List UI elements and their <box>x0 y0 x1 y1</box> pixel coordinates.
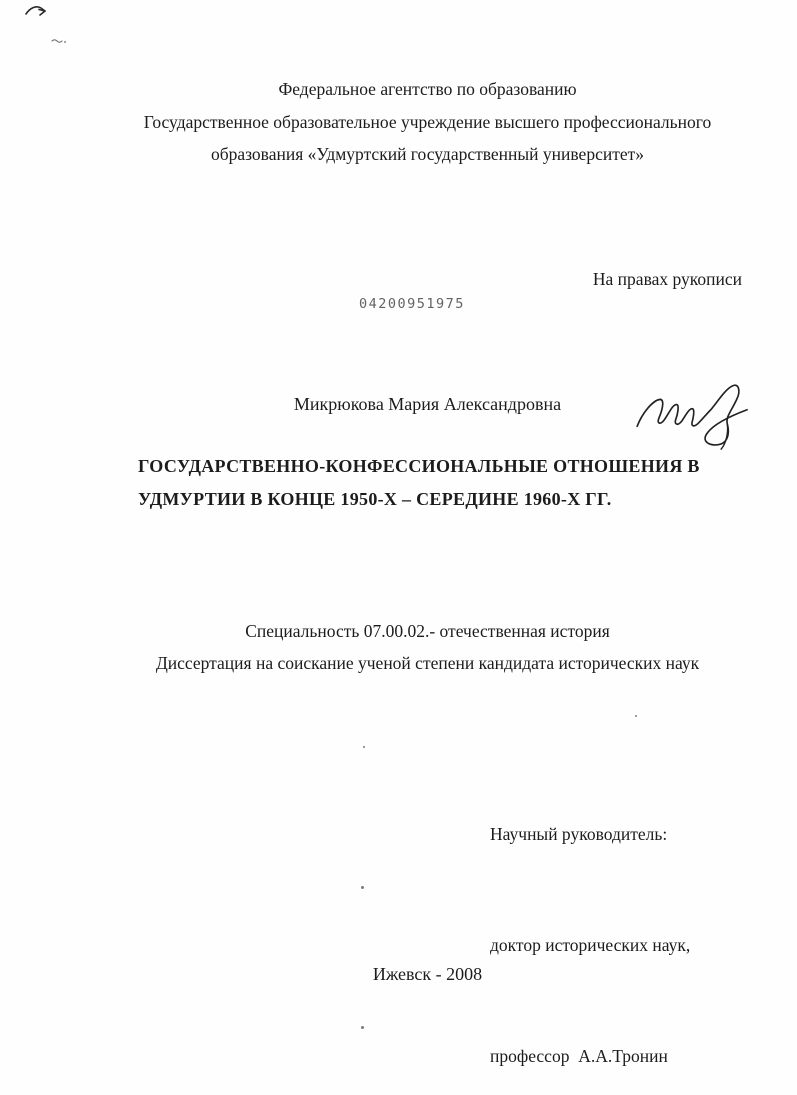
scan-speck <box>635 715 637 717</box>
dissertation-title-line-2: УДМУРТИИ В КОНЦЕ 1950-Х – СЕРЕДИНЕ 1960-Х ГГ. <box>138 489 612 509</box>
specialty-line: Специальность 07.00.02.- отечественная история <box>245 621 610 641</box>
header-institution-line-2: образования «Удмуртский государственный университет» <box>210 144 645 164</box>
header-agency-line: Федеральное агентство по образованию <box>278 79 577 99</box>
manuscript-rights-note: На правах рукописи <box>592 269 742 289</box>
small-tilde-mark-icon <box>51 37 67 45</box>
scan-speck <box>361 886 364 889</box>
advisor-block <box>490 742 690 1095</box>
header-institution-line-1: Государственное образовательное учреждение высшего профессионального <box>143 111 712 132</box>
author-name: Микрюкова Мария Александровна <box>293 394 562 414</box>
advisor-label: Научный руководитель: <box>490 824 668 844</box>
advisor-name-line: профессор А.А.Тронин <box>490 1046 668 1066</box>
pen-check-mark-icon <box>24 3 48 21</box>
scan-speck <box>361 1026 364 1029</box>
author-signature-icon <box>633 378 773 456</box>
advisor-degree-line: доктор исторических наук, <box>490 935 691 955</box>
header-block <box>59 73 796 171</box>
city-year-line: Ижевск - 2008 <box>372 964 483 984</box>
dissertation-title <box>138 450 748 516</box>
scan-speck <box>363 746 365 748</box>
degree-line: Диссертация на соискание ученой степени кандидата исторических наук <box>155 653 700 673</box>
registration-stamp-number: 04200951975 <box>359 296 465 312</box>
dissertation-title-line-1: ГОСУДАРСТВЕННО-КОНФЕССИОНАЛЬНЫЕ ОТНОШЕНИЯ В <box>138 456 700 476</box>
